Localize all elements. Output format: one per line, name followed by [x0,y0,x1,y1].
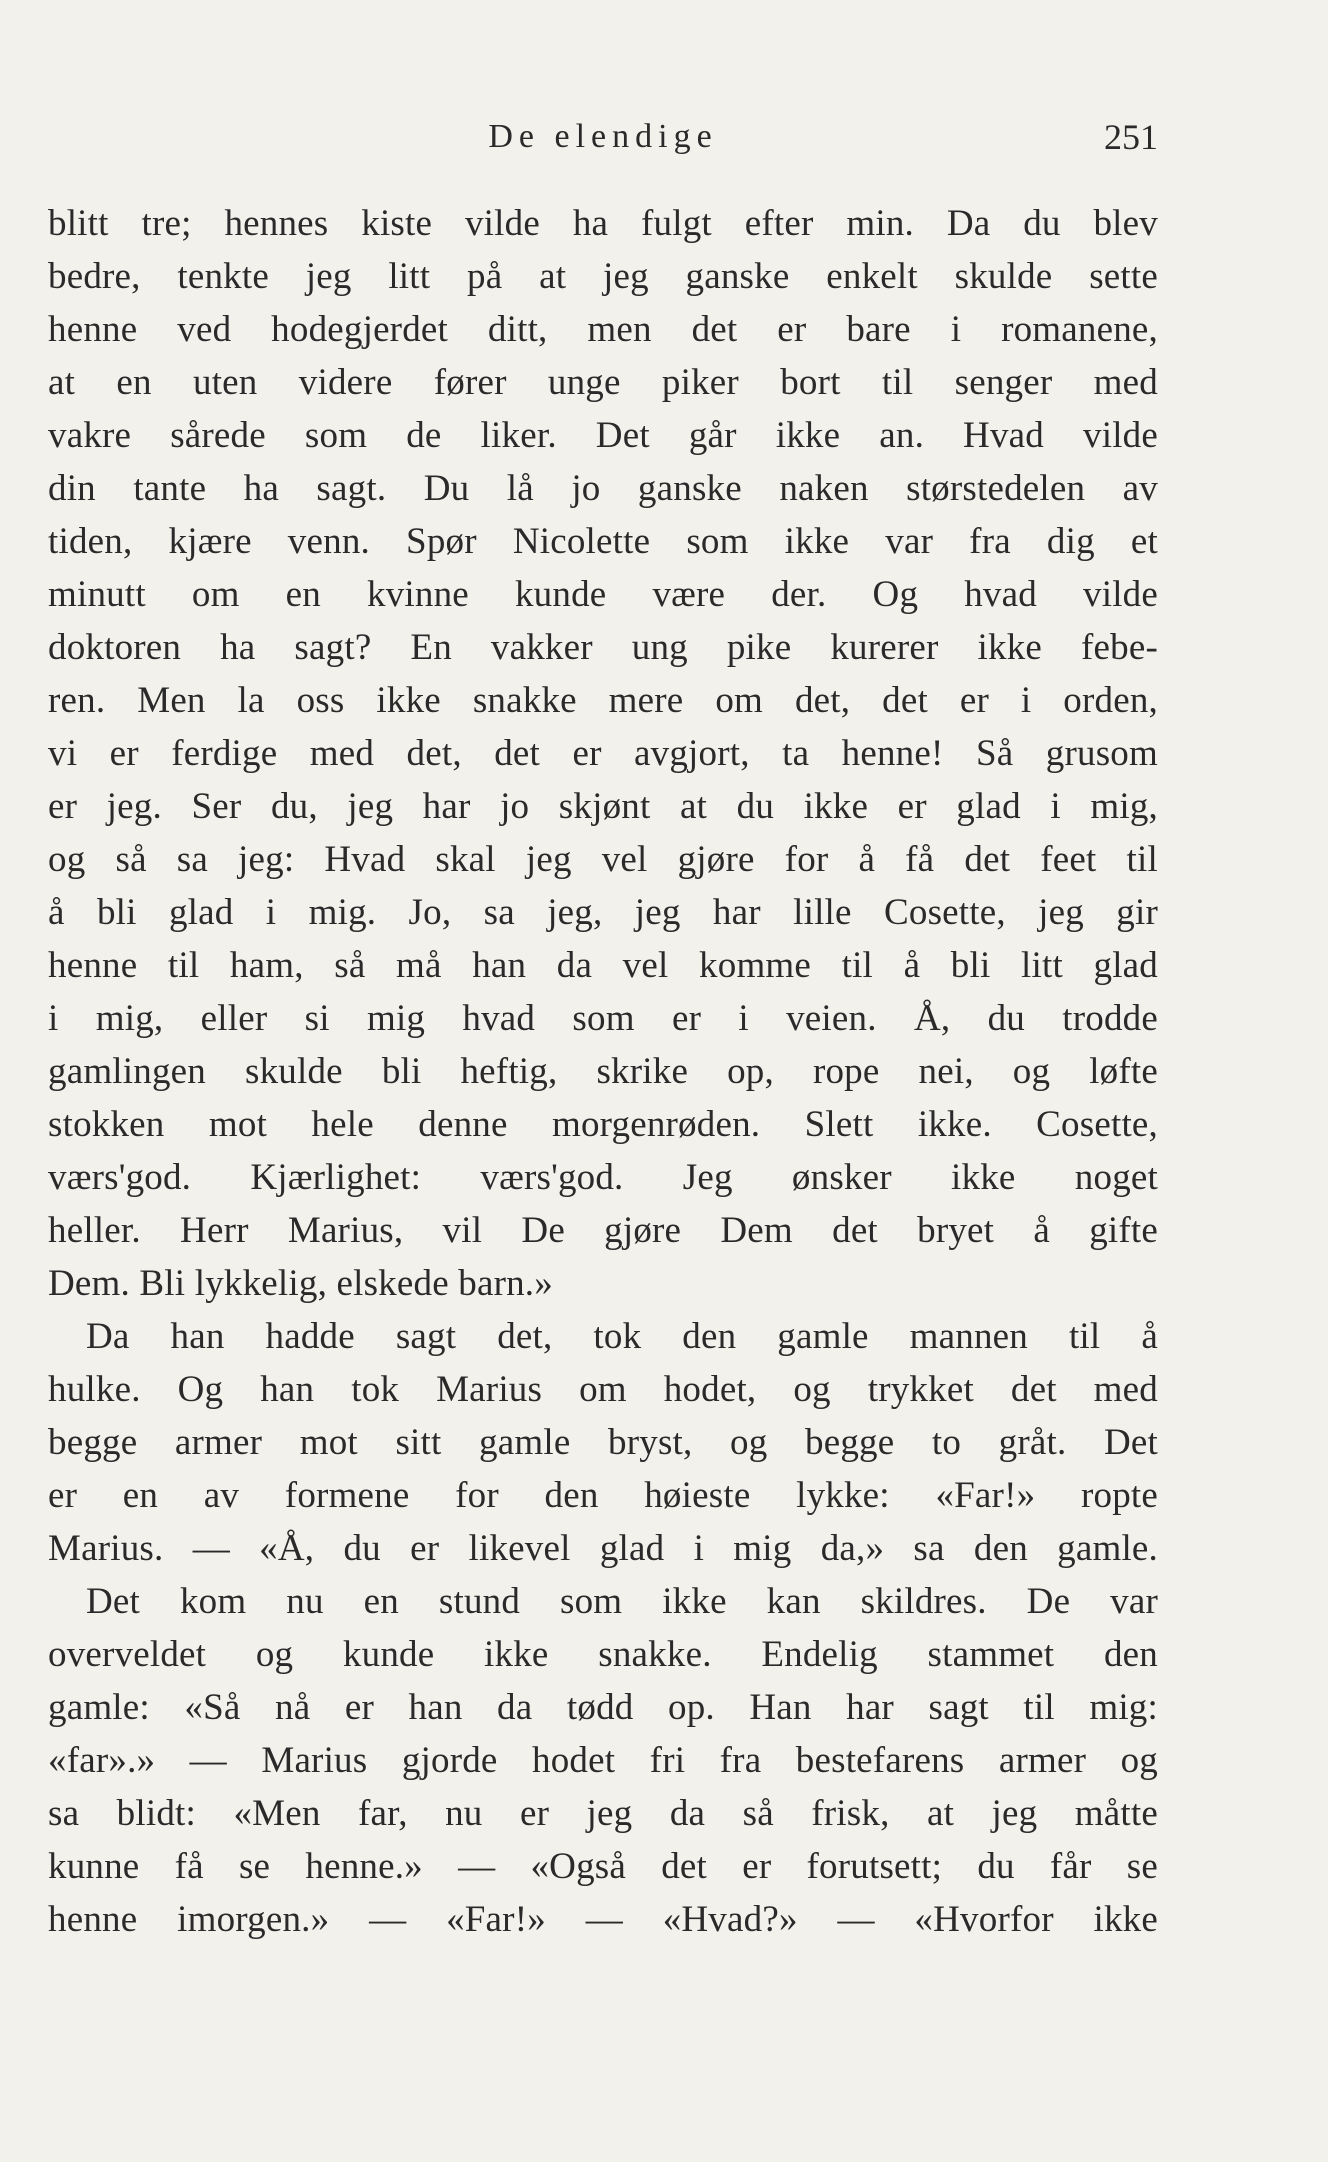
text-line: stokken mot hele denne morgenrøden. Slett ikke. Cosette, [48,1104,1158,1145]
text-line: Dem. Bli lykkelig, elskede barn.» [48,1263,553,1304]
text-line: sa blidt: «Men far, nu er jeg da så frisk, at jeg måtte [48,1793,1158,1834]
text-line: og så sa jeg: Hvad skal jeg vel gjøre for å få det feet til [48,839,1158,880]
text-line: minutt om en kvinne kunde være der. Og hvad vilde [48,574,1158,615]
text-line: blitt tre; hennes kiste vilde ha fulgt efter min. Da du blev [48,203,1158,244]
text-line: i mig, eller si mig hvad som er i veien. Å, du trodde [48,998,1158,1039]
text-line: at en uten videre fører unge piker bort til senger med [48,362,1158,403]
text-line: tiden, kjære venn. Spør Nicolette som ikke var fra dig et [48,521,1158,562]
text-line: gamlingen skulde bli heftig, skrike op, rope nei, og løfte [48,1051,1158,1092]
text-line: din tante ha sagt. Du lå jo ganske naken størstedelen av [48,468,1158,509]
running-title: De elendige [488,118,718,155]
text-line: vakre sårede som de liker. Det går ikke an. Hvad vilde [48,415,1158,456]
text-line: «far».» — Marius gjorde hodet fri fra bestefarens armer og [48,1740,1158,1781]
text-line: er jeg. Ser du, jeg har jo skjønt at du ikke er glad i mig, [48,786,1158,827]
text-line: vi er ferdige med det, det er avgjort, ta henne! Så grusom [48,733,1158,774]
text-line: er en av formene for den høieste lykke: «Far!» ropte [48,1475,1158,1516]
text-line: kunne få se henne.» — «Også det er forutsett; du får se [48,1846,1158,1887]
text-line: bedre, tenkte jeg litt på at jeg ganske enkelt skulde sette [48,256,1158,297]
text-line: overveldet og kunde ikke snakke. Endelig stammet den [48,1634,1158,1675]
text-line: å bli glad i mig. Jo, sa jeg, jeg har lille Cosette, jeg gir [48,892,1158,933]
text-line: hulke. Og han tok Marius om hodet, og trykket det med [48,1369,1158,1410]
text-line: Marius. — «Å, du er likevel glad i mig da,» sa den gamle. [48,1528,1158,1569]
text-line: henne ved hodegjerdet ditt, men det er bare i romanene, [48,309,1158,350]
page-number: 251 [1104,117,1158,157]
text-line: værs'god. Kjærlighet: værs'god. Jeg ønsker ikke noget [48,1157,1158,1198]
body-text [48,197,1158,1946]
text-line: heller. Herr Marius, vil De gjøre Dem det bryet å gifte [48,1210,1158,1251]
text-line: henne imorgen.» — «Far!» — «Hvad?» — «Hvorfor ikke [48,1899,1158,1940]
text-line: ren. Men la oss ikke snakke mere om det, det er i orden, [48,680,1158,721]
text-line: doktoren ha sagt? En vakker ung pike kurerer ikke febe- [48,627,1158,668]
text-line: gamle: «Så nå er han da tødd op. Han har sagt til mig: [48,1687,1158,1728]
text-line: Da han hadde sagt det, tok den gamle mannen til å [86,1316,1158,1357]
text-line: henne til ham, så må han da vel komme til å bli litt glad [48,945,1158,986]
running-head [48,112,1158,162]
text-line: begge armer mot sitt gamle bryst, og begge to gråt. Det [48,1422,1158,1463]
text-line: Det kom nu en stund som ikke kan skildres. De var [86,1581,1158,1622]
